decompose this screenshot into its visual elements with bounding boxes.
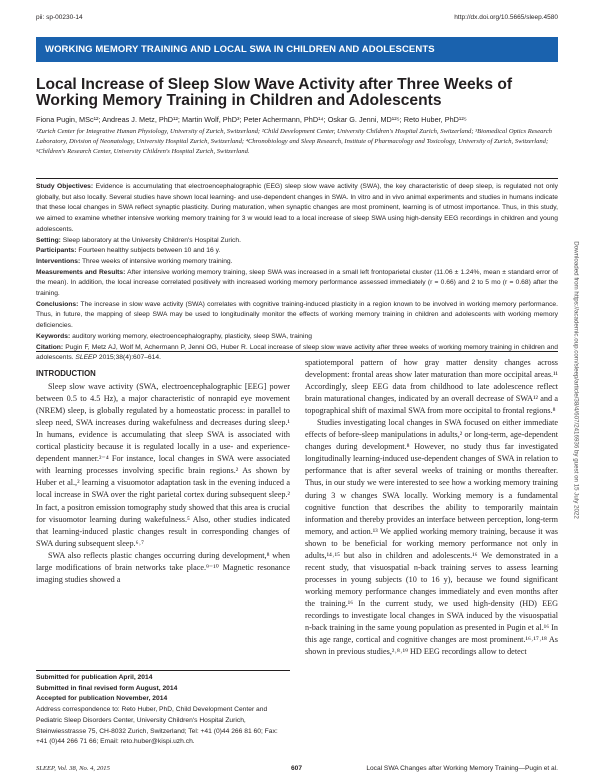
download-notice: Downloaded from https://academic.oup.com/sleep/article/38/4/607/2416936 by guest on 15 July 2022 — [572, 241, 580, 519]
participants-label: Participants: — [36, 247, 77, 255]
citation-volume: 2015;38(4):607–614. — [98, 354, 161, 362]
abstract-conclusions — [36, 300, 558, 332]
abstract-top-rule — [36, 178, 558, 179]
conclusions-label: Conclusions: — [36, 300, 79, 308]
revised-date: Submitted in final revised form August, 2014 — [36, 684, 178, 692]
body-column-left — [36, 368, 290, 586]
interventions-text: Three weeks of intensive working memory training. — [81, 257, 233, 265]
objectives-label: Study Objectives: — [36, 183, 94, 190]
keywords-label: Keywords: — [36, 332, 71, 340]
running-title: Local SWA Changes after Working Memory Training—Pugin et al. — [366, 765, 558, 772]
abstract-bottom-rule — [36, 351, 558, 352]
citation-text: Pugin F, Metz AJ, Wolf M, Achermann P, Jenni OG, Huber R. Local increase of sleep slow wave activity after three weeks of working memory training in children and adolescents. — [36, 343, 559, 362]
results-text: After intensive working memory training, sleep SWA was increased in a small left frontoparietal cluster (11.06 ± 1.24%, mean ± standard error of the mean). In addition, the local increase correlated positively with increased working memory performance assessed immediately (r = 0.66) and 2 to 5 mo (r = 0.68) after the training. — [36, 268, 558, 298]
setting-label: Setting: — [36, 236, 61, 244]
abstract-participants — [36, 246, 558, 257]
body-paragraph: spatiotemporal pattern of how gray matter density changes across development: frontal areas show later maturation than more occipital areas.¹¹ Accordingly, sleep EEG data from childhood to late adolescence reflect brain maturational changes, indicated by an overall decrease of SWA¹² and a topographical shift of maximal SWA from more occipital to frontal regions.⁸ — [305, 358, 558, 416]
body-paragraph: Studies investigating local changes in SWA focused on either immediate effects of before-sleep manipulations in adults,² or long-term, age-dependent changes during development.⁸ However, no study thus far investigated longitudinally learning-induced use-dependent changes of SWA in relation to performance that is after several weeks of training or months thereafter. Thus, in our study we were interested to see how a working memory training during 3 w changes SWA locally. Working memory is a fundamental cognitive function that describes the ability to temporarily maintain information and thereby provides an interface between perception, long-term memory, and action.¹³ We applied working memory training, because it was shown to be beneficial for working memory performance not only in adults,¹⁴˒¹⁵ but also in children and adolescents.¹⁶ We demonstrated in a recent study, that visuospatial n-back training serves to assess learning processes in young subjects (10 to 16 y), because we found significant working memory performance changes immediately and even months after the training.¹⁶ In the current study, we used high-density (HD) EEG recordings to investigate local changes in SWA induced by the visuospatial n-back training in the same young population as presented in Pugin et al.¹⁶ In this age range, cortical and cognitive changes are most prominent.¹⁶˒¹⁷˒¹⁸ As shown in previous studies,²˒⁸˒¹⁹ HD EEG recordings allow to detect — [305, 418, 558, 657]
body-paragraph: Sleep slow wave activity (SWA, electroencephalographic [EEG] power between 0.5 to 4.5 Hz), a major characteristic of nonrapid eye movement (NREM) sleep, is globally regulated by a homeostatic process: in parallel to sleep need, SWA increases during wakefulness and decreases during sleep.¹ In humans, evidence is accumulating that sleep SWA is associated with cortical plasticity because it is regulated locally in a use- and experience-dependent manner.²⁻⁴ For instance, local changes in SWA were associated with learning processes involving specific brain regions.² As shown by Huber et al.,² learning a visuomotor adaptation task in the evening induced a local increase in SWA over the right parietal cortex during subsequent sleep.² In fact, a positron emission tomography study showed that this area is crucial for visuomotor learning during wakefulness.⁵ Also, other studies indicated that learning-induced plastic changes result in corresponding changes of SWA during subsequent sleep.⁶˒⁷ — [36, 382, 290, 548]
correspondence-address: Address correspondence to: Reto Huber, PhD, Child Development Center and Pediatric Sleep Disorders Center, University Children's Hospital Zurich, Steinwiesstrasse 75, CH-8032 Zurich, Switzerland; Tel: +41 (0)44 266 81 60; Fax: +41 (0)44 266 71 66; Email: reto.huber@kispi.uzh.ch. — [36, 706, 278, 746]
abstract-block — [36, 182, 558, 364]
submitted-date: Submitted for publication April, 2014 — [36, 674, 153, 681]
abstract-objectives — [36, 182, 558, 236]
author-list: Fiona Pugin, MSc¹²; Andreas J. Metz, PhD¹²; Martin Wolf, PhD³; Peter Achermann, PhD¹⁴; Oskar G. Jenni, MD¹²⁵; Reto Huber, PhD¹²⁵ — [36, 115, 467, 124]
body-column-right — [305, 357, 558, 658]
section-banner: WORKING MEMORY TRAINING AND LOCAL SWA IN CHILDREN AND ADOLESCENTS — [36, 37, 558, 62]
objectives-text: Evidence is accumulating that electroencephalographic (EEG) sleep slow wave activity (SWA), the key characteristic of deep sleep, is regulated not only globally, but also locally. Several studies have shown local learning- and use-dependent changes in SWA. In vitro and in vivo animal experiments and studies in humans indicate that these local changes in SWA reflect synaptic plasticity. During maturation, when synaptic changes are most prominent, learning is of utmost importance. Thus, in this study, we aimed to examine whether intensive working memory training for 3 w would lead to a local increase of sleep SWA using high-density EEG recordings in children and young adolescents. — [36, 183, 558, 233]
interventions-label: Interventions: — [36, 257, 81, 265]
abstract-keywords — [36, 332, 558, 343]
body-paragraph: SWA also reflects plastic changes occurring during development,⁸ when large modifications of brain networks take place.⁹⁻¹⁰ Magnetic resonance imaging studies showed a — [36, 550, 290, 584]
conclusions-text: The increase in slow wave activity (SWA) correlates with cognitive training-induced plasticity in a region known to be involved in working memory performance. Thus, in future, the mapping of sleep SWA may be used to longitudinally monitor the effects of working memory training in children and adolescents with working memory deficiencies. — [36, 300, 558, 330]
doi-link[interactable]: http://dx.doi.org/10.5665/sleep.4580 — [454, 14, 558, 21]
pii-label: pii: sp-00230-14 — [36, 14, 83, 21]
keywords-text: auditory working memory, electroencephalography, plasticity, sleep SWA, training — [72, 332, 312, 340]
submission-notes — [36, 673, 290, 748]
setting-text: Sleep laboratory at the University Children's Hospital Zurich. — [62, 236, 241, 244]
results-label: Measurements and Results: — [36, 268, 126, 276]
citation-journal: SLEEP — [75, 354, 97, 362]
notes-rule — [36, 670, 290, 671]
abstract-results — [36, 268, 558, 300]
citation-label: Citation: — [36, 343, 64, 351]
abstract-setting — [36, 236, 558, 247]
download-watermark — [572, 175, 580, 585]
footer-journal: SLEEP, Vol. 38, No. 4, 2015 — [36, 765, 110, 772]
affiliations: ¹Zurich Center for Integrative Human Physiology, University of Zurich, Switzerland; ²Child Development Center, University Children's Hospital Zurich, Switzerland; ³Biomedical Optics Research Laboratory, Division of Neonatology, University Hospital Zurich, Switzerland; ⁴Chronobiology and Sleep Research, Institute of Pharmacology and Toxicology, University of Zurich, Switzerland; ⁵Children's Research Center, University Children's Hospital Zurich, Switzerland. — [36, 128, 552, 155]
article-title: Local Increase of Sleep Slow Wave Activity after Three Weeks of Working Memory Training in Children and Adolescents — [36, 76, 513, 109]
section-heading-introduction: INTRODUCTION — [36, 369, 96, 378]
page-number: 607 — [291, 765, 303, 772]
participants-text: Fourteen healthy subjects between 10 and 16 y. — [78, 247, 221, 255]
accepted-date: Accepted for publication November, 2014 — [36, 695, 168, 703]
abstract-interventions — [36, 257, 558, 268]
